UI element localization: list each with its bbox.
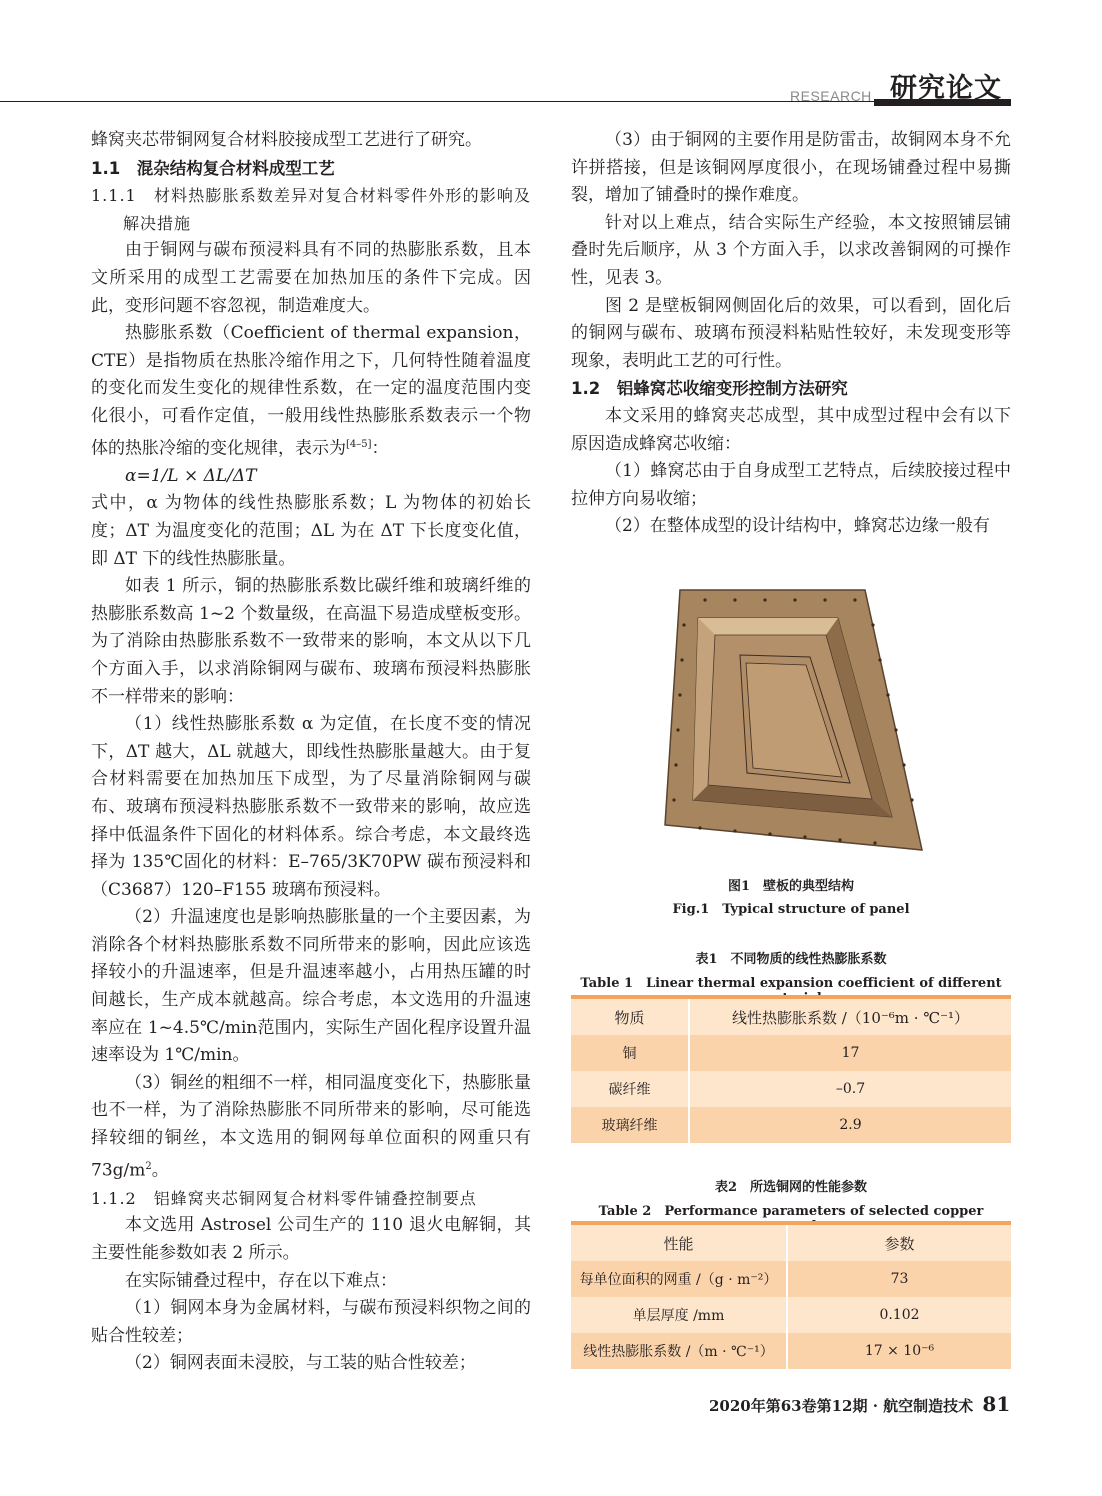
paragraph: （2）铜网表面未浸胶，与工装的贴合性较差； (125, 1353, 476, 1374)
paragraph: （3）由于铜网的主要作用是防雷击，故铜网本身不允许拼搭接，但是该铜网厚度很小，在现场铺叠过程中易撕裂，增加了铺叠时的操作难度。 (571, 130, 1011, 206)
heading-1-1 (91, 155, 531, 183)
table-cell: 2.9 (689, 1107, 1011, 1143)
table-header-cell: 性能 (571, 1225, 787, 1261)
table-row (571, 1297, 1011, 1333)
paragraph: （2）升温速度也是影响热膨胀量的一个主要因素，为消除各个材料热膨胀系数不同所带来的影响，因此应该选择较小的升温速率，但是升温速率越小，占用热压罐的时间越长，生产成本就越高。综合考虑，本文选用的升温速率应在 1~4.5℃/min范围内，实际生产固化程序设置升温速率设为 1℃/min。 (91, 907, 531, 1066)
table-row (571, 1035, 1011, 1071)
heading-1-1-2: 1.1.2 铝蜂窝夹芯铜网复合材料零件铺叠控制要点 (91, 1188, 477, 1208)
table-cell: 73 (787, 1261, 1011, 1297)
table-cell: 每单位面积的网重 /（g · m⁻²） (571, 1261, 787, 1297)
table-cell: 碳纤维 (571, 1071, 689, 1107)
heading-1-1-1: 1.1.1 材料热膨胀系数差异对复合材料零件外形的影响及解决措施 (91, 186, 531, 233)
panel-figure (660, 585, 930, 860)
paragraph: 如表 1 所示，铜的热膨胀系数比碳纤维和玻璃纤维的热膨胀系数高 1~2 个数量级，在高温下易造成壁板变形。为了消除由热膨胀系数不一致带来的影响，本文从以下几个方面入手，以求消除铜网与碳布、玻璃布预浸料热膨胀不一样带来的影响： (91, 576, 531, 707)
heading-number: 1.1 (91, 158, 121, 178)
section-label-cn: 研究论文 (890, 73, 1002, 104)
paragraph-text: （3）铜丝的粗细不一样，相同温度变化下，热膨胀量也不一样，为了消除热膨胀不同所带来的影响，尽可能选择较细的铜丝，本文选用的铜网每单位面积的网重只有 73g/m (91, 1072, 531, 1181)
header-rule (0, 101, 874, 102)
table1 (571, 999, 1011, 1143)
table-header-row (571, 1225, 1011, 1261)
table-cell: 铜 (571, 1035, 689, 1071)
paragraph: 本文采用的蜂窝夹芯成型，其中成型过程中会有以下原因造成蜂窝芯收缩： (571, 405, 1011, 454)
table-cell: 单层厚度 /mm (571, 1297, 787, 1333)
table-header-cell: 参数 (787, 1225, 1011, 1261)
table-cell: 17 × 10⁻⁶ (787, 1333, 1011, 1369)
table-header-cell: 线性热膨胀系数 /（10⁻⁶m · ℃⁻¹） (689, 999, 1011, 1035)
paragraph-text: ： (371, 438, 389, 459)
table-row (571, 1071, 1011, 1107)
paragraph: 本文选用 Astrosel 公司生产的 110 退火电解铜，其主要性能参数如表 2 所示。 (91, 1215, 531, 1264)
paragraph: 在实际铺叠过程中，存在以下难点： (125, 1270, 397, 1291)
table-cell: –0.7 (689, 1071, 1011, 1107)
right-column (571, 127, 1011, 541)
table1-caption-cn: 表1 不同物质的线性热膨胀系数 (695, 952, 887, 967)
paragraph: 式中，α 为物体的线性热膨胀系数；L 为物体的初始长度；ΔT 为温度变化的范围；ΔL 为在 ΔT 下长度变化值，即 ΔT 下的线性热膨胀量。 (91, 493, 531, 569)
table2-caption-en: Table 2 Performance parameters of selected copper (598, 1204, 984, 1219)
table2-caption-cn: 表2 所选铜网的性能参数 (714, 1180, 868, 1195)
heading-number: 1.2 (571, 379, 601, 399)
formula: α=1/L × ΔL/ΔT (125, 465, 257, 486)
paragraph: （2）在整体成型的设计结构中，蜂窝芯边缘一般有 (605, 516, 990, 537)
table-header-cell: 物质 (571, 999, 689, 1035)
table-cell: 17 (689, 1035, 1011, 1071)
figure-caption-cn: 图1 壁板的典型结构 (727, 879, 855, 894)
table1-caption-en: Table 1 Linear thermal expansion coefficient of different (580, 976, 1002, 991)
paragraph: 针对以上难点，结合实际生产经验，本文按照铺层铺叠时先后顺序，从 3 个方面入手，以求改善铜网的可操作性，见表 3。 (571, 212, 1011, 288)
citation: [4–5] (346, 438, 372, 450)
figure-caption-en: Fig.1 Typical structure of panel (672, 902, 910, 917)
heading-text: 铝蜂窝芯收缩变形控制方法研究 (616, 379, 848, 399)
paragraph: （1）铜网本身为金属材料，与碳布预浸料织物之间的贴合性较差； (91, 1298, 531, 1346)
paragraph-text: 。 (151, 1160, 169, 1181)
paragraph: 由于铜网与碳布预浸料具有不同的热膨胀系数，且本文所采用的成型工艺需要在加热加压的条件下完成。因此，变形问题不容忽视，制造难度大。 (91, 240, 531, 316)
paragraph (91, 1070, 531, 1185)
section-label-en: RESEARCH (790, 88, 872, 104)
paragraph-text: 热膨胀系数（Coefficient of thermal expansion，CTE）是指物质在热胀冷缩作用之下，几何特性随着温度的变化而发生变化的规律性系数，在一定的温度范围内变化很小，可看作定值，一般用线性热膨胀系数表示一个物体的热胀冷缩的变化规律，表示为 (91, 323, 531, 459)
table-cell: 0.102 (787, 1297, 1011, 1333)
page-footer (709, 1392, 1010, 1416)
journal-info: 2020年第63卷第12期 · 航空制造技术 (709, 1397, 974, 1415)
table-header-row (571, 999, 1011, 1035)
table2 (571, 1225, 1011, 1369)
paragraph: （1）线性热膨胀系数 α 为定值，在长度不变的情况下，ΔT 越大，ΔL 就越大，即线性热膨胀量越大。由于复合材料需要在加热加压下成型，为了尽量消除铜网与碳布、玻璃布预浸料热膨胀系数不一致带来的影响，故应选择中低温条件下固化的材料体系。综合考虑，本文最终选择为 135℃固化的材料：E–765/3K70PW 碳布预浸料和（C3687）120–F155 玻璃布预浸料。 (91, 714, 531, 900)
page-number: 81 (982, 1392, 1011, 1416)
table-cell: 玻璃纤维 (571, 1107, 689, 1143)
paragraph: 蜂窝夹芯带铜网复合材料胶接成型工艺进行了研究。 (91, 130, 482, 150)
table-cell: 线性热膨胀系数 /（m · ℃⁻¹） (571, 1333, 787, 1369)
paragraph: 图 2 是壁板铜网侧固化后的效果，可以看到，固化后的铜网与碳布、玻璃布预浸料粘贴性较好，未发现变形等现象，表明此工艺的可行性。 (571, 295, 1011, 371)
table-row (571, 1333, 1011, 1369)
left-column (91, 127, 531, 1378)
heading-text: 混杂结构复合材料成型工艺 (136, 158, 335, 178)
table-row (571, 1107, 1011, 1143)
superscript: 2 (145, 1160, 152, 1172)
paragraph-cte (91, 320, 531, 463)
paragraph: （1）蜂窝芯由于自身成型工艺特点，后续胶接过程中拉伸方向易收缩； (571, 461, 1011, 509)
heading-1-2 (571, 375, 1011, 403)
table-row (571, 1261, 1011, 1297)
